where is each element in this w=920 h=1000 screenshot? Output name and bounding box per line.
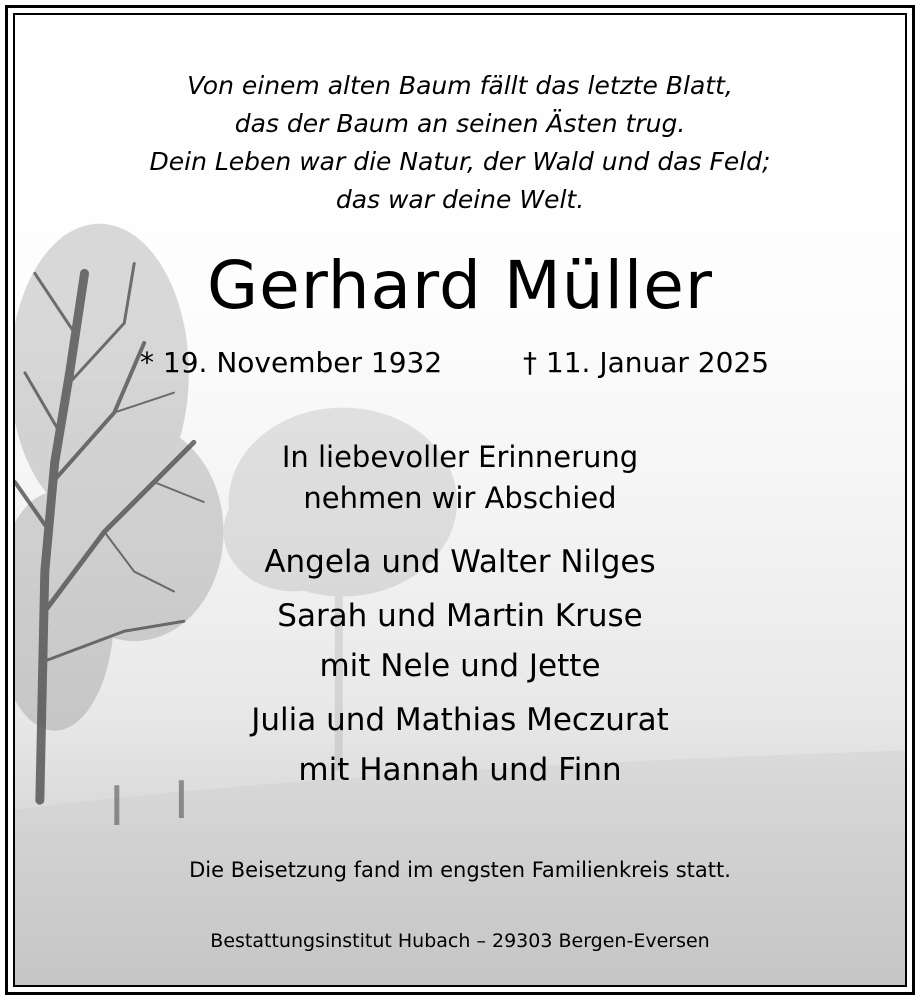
obituary-frame <box>5 5 915 995</box>
family-line: mit Nele und Jette <box>319 648 601 684</box>
family-line: Julia und Mathias Meczurat <box>251 702 669 738</box>
family-line: Sarah und Martin Kruse <box>277 598 643 634</box>
mourning-families <box>15 537 905 795</box>
deceased-name: Gerhard Müller <box>206 247 714 324</box>
family-line: Angela und Walter Nilges <box>264 544 656 580</box>
funeral-note: Die Beisetzung fand im engsten Familienkreis statt. <box>189 858 731 882</box>
farewell-intro <box>15 437 905 519</box>
family-line: mit Hannah und Finn <box>298 752 622 788</box>
memorial-poem <box>15 67 905 219</box>
poem-line: das war deine Welt. <box>335 185 585 214</box>
poem-line: Von einem alten Baum fällt das letzte Blatt, <box>187 71 733 100</box>
birth-date: * 19. November 1932 <box>140 346 443 379</box>
intro-line: nehmen wir Abschied <box>303 481 617 515</box>
obituary-panel <box>13 13 907 987</box>
intro-line: In liebevoller Erinnerung <box>281 440 639 474</box>
death-date: † 11. Januar 2025 <box>523 346 770 379</box>
obituary-content <box>15 15 905 985</box>
poem-line: Dein Leben war die Natur, der Wald und das Feld; <box>149 147 771 176</box>
poem-line: das der Baum an seinen Ästen trug. <box>234 109 686 138</box>
funeral-home: Bestattungsinstitut Hubach – 29303 Bergen-Eversen <box>210 930 710 952</box>
